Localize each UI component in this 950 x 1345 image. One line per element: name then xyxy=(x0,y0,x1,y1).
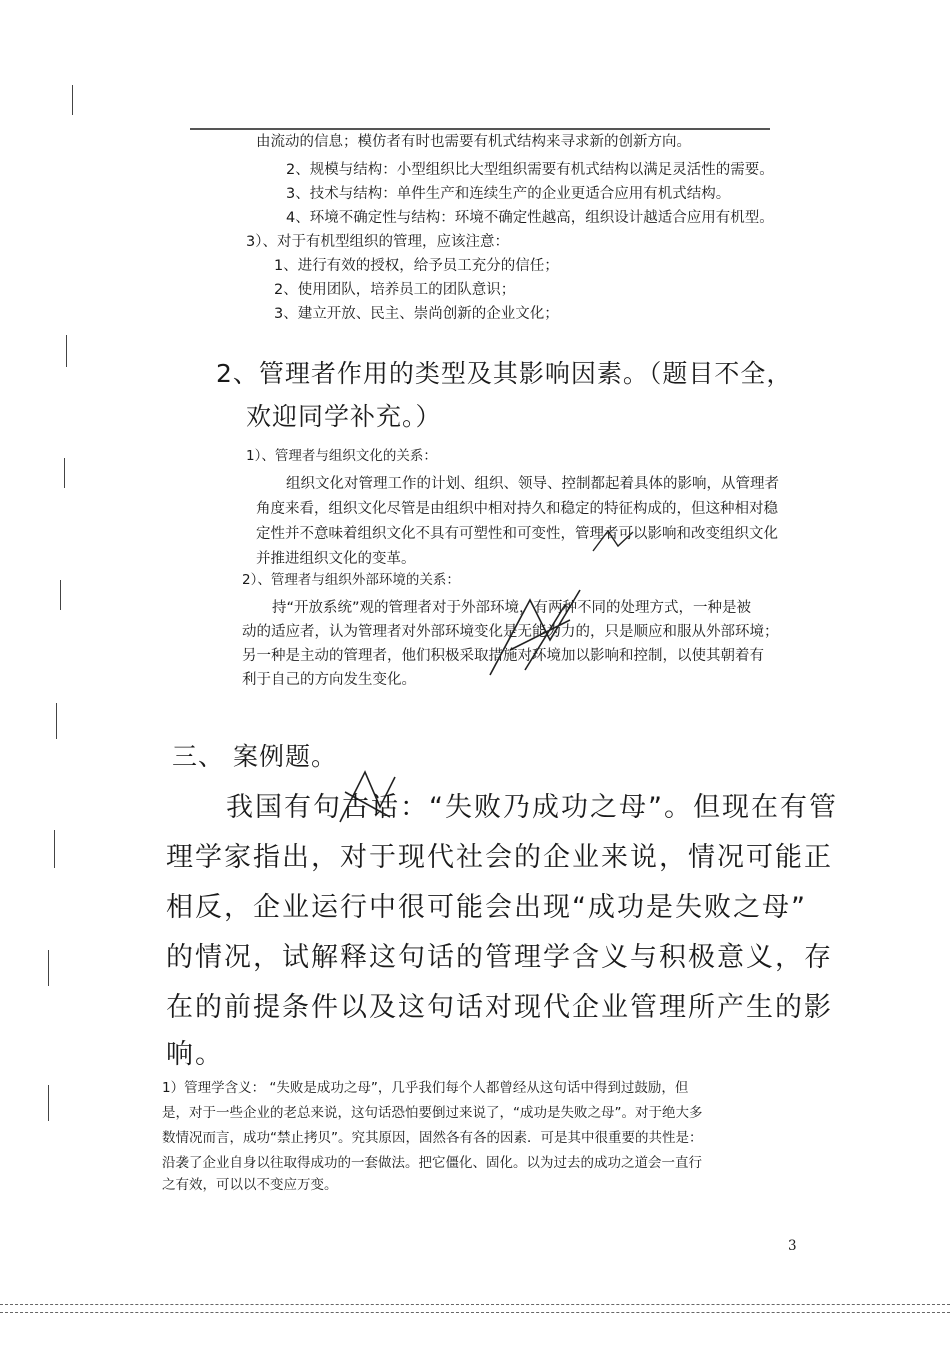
paragraph-line: 持“开放系统”观的管理者对于外部环境，有两种不同的处理方式，一种是被 xyxy=(272,600,752,616)
margin-mark xyxy=(48,1085,49,1121)
answer-line: 沿袭了企业自身以往取得成功的一套做法。把它僵化、固化。以为过去的成功之道会一直行 xyxy=(162,1155,702,1171)
subheading: 2）、管理者与组织外部环境的关系： xyxy=(242,572,460,588)
paragraph-line: 利于自己的方向发生变化。 xyxy=(242,672,416,688)
pen-scribble xyxy=(588,526,638,556)
pen-scribble xyxy=(470,580,600,690)
question-line: 我国有句古话：“失败乃成功之母”。但现在有管 xyxy=(226,792,838,823)
list-item: 3、建立开放、民主、崇尚创新的企业文化； xyxy=(274,306,559,322)
text-line: 由流动的信息；模仿者有时也需要有机式结构来寻求新的创新方向。 xyxy=(256,134,691,150)
question-line: 的情况，试解释这句话的管理学含义与积极意义，存 xyxy=(166,942,833,973)
answer-line: 数情况而言，成功“禁止拷贝”。究其原因，固然各有各的因素．可是其中很重要的共性是： xyxy=(162,1130,703,1146)
subheading: 1）、管理者与组织文化的关系： xyxy=(246,448,437,464)
margin-mark xyxy=(66,335,67,367)
text-line: 4、环境不确定性与结构：环境不确定性越高，组织设计越适合应用有机型。 xyxy=(286,210,774,226)
margin-mark xyxy=(60,580,61,610)
list-item: 2、使用团队，培养员工的团队意识； xyxy=(274,282,516,298)
question-line: 响。 xyxy=(166,1039,224,1070)
margin-mark xyxy=(72,85,73,115)
paragraph-line: 并推进组织文化的变革。 xyxy=(256,551,416,567)
margin-mark xyxy=(64,458,65,488)
question-line: 在的前提条件以及这句话对现代企业管理所产生的影 xyxy=(166,992,833,1023)
answer-line: 之有效，可以以不变应万变。 xyxy=(162,1177,338,1193)
margin-mark xyxy=(54,830,55,868)
header-rule xyxy=(190,128,770,130)
scan-edge-line xyxy=(0,1312,950,1313)
paragraph-line: 定性并不意味着组织文化不具有可塑性和可变性，管理者可以影响和改变组织文化 xyxy=(256,526,778,542)
answer-line: 1）管理学含义： “失败是成功之母”，几乎我们每个人都曾经从这句话中得到过鼓励，但 xyxy=(162,1080,689,1096)
question-line: 相反，企业运行中很可能会出现“成功是失败之母” xyxy=(166,892,807,923)
text-line: 2、规模与结构：小型组织比大型组织需要有机式结构以满足灵活性的需要。 xyxy=(286,162,774,178)
section-heading: 2、管理者作用的类型及其影响因素。（题目不全， xyxy=(216,359,793,388)
page-number: 3 xyxy=(788,1238,797,1254)
section-heading: 欢迎同学补充。） xyxy=(246,402,442,431)
section-heading: 三、 案例题。 xyxy=(172,742,337,771)
text-line: 3、技术与结构：单件生产和连续生产的企业更适合应用有机式结构。 xyxy=(286,186,731,202)
scan-edge-line xyxy=(0,1304,950,1305)
paragraph-line: 动的适应者，认为管理者对外部环境变化是无能为力的，只是顺应和服从外部环境； xyxy=(242,624,779,640)
margin-mark xyxy=(56,703,57,739)
paragraph-line: 另一种是主动的管理者，他们积极采取措施对环境加以影响和控制，以使其朝着有 xyxy=(242,648,764,664)
subheading: 3）、对于有机型组织的管理，应该注意： xyxy=(246,234,509,250)
answer-line: 是，对于一些企业的老总来说，这句话恐怕要倒过来说了，“成功是失败之母”。对于绝大多 xyxy=(162,1105,703,1121)
question-line: 理学家指出，对于现代社会的企业来说，情况可能正 xyxy=(166,842,833,873)
list-item: 1、进行有效的授权，给予员工充分的信任； xyxy=(274,258,559,274)
paragraph-line: 组织文化对管理工作的计划、组织、领导、控制都起着具体的影响，从管理者 xyxy=(286,476,779,492)
paragraph-line: 角度来看，组织文化尽管是由组织中相对持久和稳定的特征构成的，但这种相对稳 xyxy=(256,501,778,517)
margin-mark xyxy=(48,950,49,986)
